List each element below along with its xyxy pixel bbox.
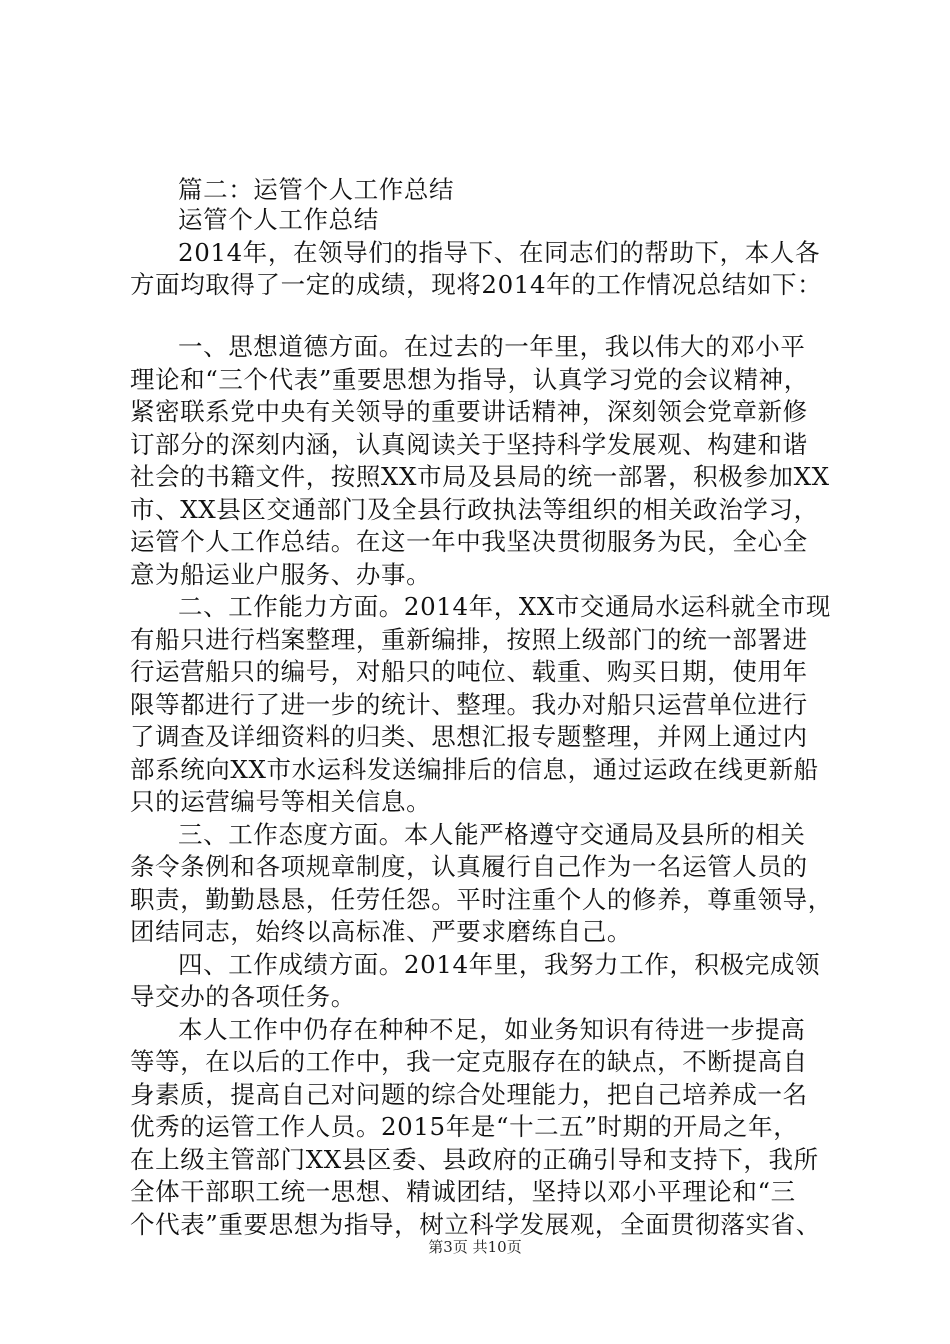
text-line: 了调查及详细资料的归类、思想汇报专题整理，并网上通过内: [130, 722, 808, 751]
text-line: 理论和“三个代表”重要思想为指导，认真学习党的会议精神，: [130, 365, 809, 394]
text-line: 紧密联系党中央有关领导的重要讲话精神，深刻领会党章新修: [130, 397, 808, 426]
text-line: 三、工作态度方面。本人能严格遵守交通局及县所的相关: [178, 820, 806, 849]
page-number-footer: 第3页 共10页: [428, 1238, 522, 1256]
text-line: 身素质，提高自己对问题的综合处理能力，把自己培养成一名: [130, 1080, 808, 1109]
text-line: 条令条例和各项规章制度，认真履行自己作为一名运管人员的: [130, 852, 808, 881]
text-line: 个代表”重要思想为指导，树立科学发展观，全面贯彻落实省、: [130, 1210, 821, 1239]
text-line: 团结同志，始终以高标准、严要求磨练自己。: [130, 917, 632, 946]
text-line: 职责，勤勤恳恳，任劳任怨。平时注重个人的修养，尊重领导，: [130, 885, 833, 914]
text-line: 在上级主管部门XX县区委、县政府的正确引导和支持下，我所: [130, 1145, 819, 1174]
text-line: 等等，在以后的工作中，我一定克服存在的缺点，不断提高自: [130, 1047, 808, 1076]
text-line: 方面均取得了一定的成绩，现将2014年的工作情况总结如下：: [130, 270, 823, 299]
text-line: 全体干部职工统一思想、精诚团结，坚持以邓小平理论和“三: [130, 1177, 796, 1206]
text-line: 订部分的深刻内涵，认真阅读关于坚持科学发展观、构建和谐: [130, 430, 808, 459]
text-line: 本人工作中仍存在种种不足，如业务知识有待进一步提高: [178, 1015, 806, 1044]
section-heading: 篇二：运管个人工作总结: [178, 175, 455, 204]
text-line: 意为船运业户服务、办事。: [130, 560, 432, 589]
text-line: 二、工作能力方面。2014年，XX市交通局水运科就全市现: [178, 592, 832, 621]
text-line: 部系统向XX市水运科发送编排后的信息，通过运政在线更新船: [130, 755, 819, 784]
text-line: 市、XX县区交通部门及全县行政执法等组织的相关政治学习，: [130, 495, 819, 524]
text-line: 2014年，在领导们的指导下、在同志们的帮助下，本人各: [178, 238, 821, 267]
document-title: 运管个人工作总结: [178, 205, 379, 234]
text-line: 运管个人工作总结。在这一年中我坚决贯彻服务为民，全心全: [130, 527, 808, 556]
text-line: 社会的书籍文件，按照XX市局及县局的统一部署，积极参加XX: [130, 462, 830, 491]
text-line: 行运营船只的编号，对船只的吨位、载重、购买日期，使用年: [130, 657, 808, 686]
text-line: 限等都进行了进一步的统计、整理。我办对船只运营单位进行: [130, 690, 808, 719]
text-line: 一、思想道德方面。在过去的一年里，我以伟大的邓小平: [178, 332, 806, 361]
text-line: 四、工作成绩方面。2014年里，我努力工作，积极完成领: [178, 950, 821, 979]
text-line: 有船只进行档案整理，重新编排，按照上级部门的统一部署进: [130, 625, 808, 654]
text-line: 优秀的运管工作人员。2015年是“十二五”时期的开局之年，: [130, 1112, 799, 1141]
text-line: 只的运营编号等相关信息。: [130, 787, 432, 816]
text-line: 导交办的各项任务。: [130, 982, 356, 1011]
